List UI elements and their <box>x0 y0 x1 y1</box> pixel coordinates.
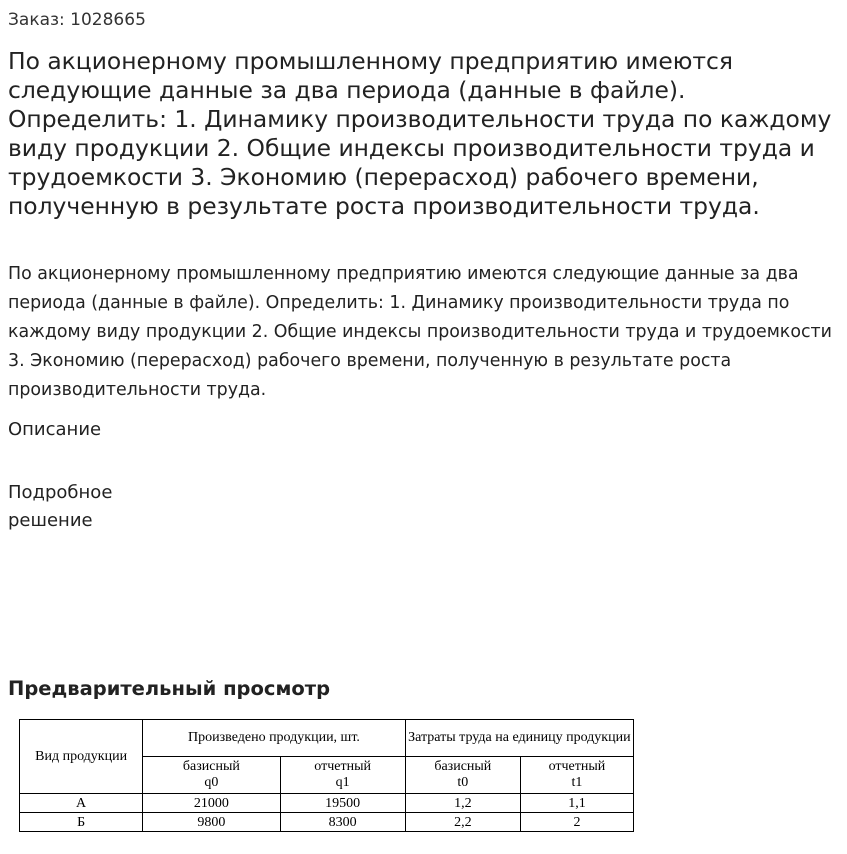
header-t0-symbol: t0 <box>457 775 469 790</box>
table-row <box>20 794 634 813</box>
cell-q0: 21000 <box>143 794 280 813</box>
cell-q0: 9800 <box>143 813 280 832</box>
header-q1-symbol: q1 <box>335 775 350 790</box>
header-product: Вид продукции <box>20 720 143 794</box>
header-output-group: Произведено продукции, шт. <box>143 720 406 757</box>
page-title: По акционерному промышленному предприятию имеются следующие данные за два периода (данные в файле). Определить: 1. Динамику производительности труда по каждому виду продукции 2. Общие индексы производительности труда и трудоемкости 3. Экономию (перерасход) рабочего времени, полученную в результате роста производительности труда. <box>8 47 832 220</box>
header-labor-group: Затраты труда на единицу продукции <box>405 720 633 757</box>
header-t1 <box>520 757 633 794</box>
table-row <box>20 813 634 832</box>
detailed-solution-label: Подробное решение <box>8 482 113 531</box>
header-t0 <box>405 757 520 794</box>
order-number: Заказ: 1028665 <box>8 10 146 30</box>
cell-q1: 19500 <box>280 794 405 813</box>
header-t1-name: отчетный <box>548 759 606 774</box>
table-header-row <box>20 720 634 757</box>
header-t1-symbol: t1 <box>571 775 583 790</box>
cell-product: Б <box>20 813 143 832</box>
header-q1-name: отчетный <box>314 759 371 774</box>
header-q1 <box>280 757 405 794</box>
preview-heading: Предварительный просмотр <box>8 677 331 700</box>
header-t0-name: базисный <box>434 759 492 774</box>
header-q0-symbol: q0 <box>204 775 219 790</box>
cell-q1: 8300 <box>280 813 405 832</box>
cell-product: А <box>20 794 143 813</box>
cell-t1: 1,1 <box>520 794 633 813</box>
cell-t0: 2,2 <box>405 813 520 832</box>
header-q0-name: базисный <box>182 759 240 774</box>
cell-t1: 2 <box>520 813 633 832</box>
preview-table <box>19 719 634 832</box>
description-label: Описание <box>8 419 102 440</box>
task-text: По акционерному промышленному предприятию имеются следующие данные за два периода (данные в файле). Определить: 1. Динамику производительности труда по каждому виду продукции 2. Общие индексы производительности труда и трудоемкости 3. Экономию (перерасход) рабочего времени, полученную в результате роста производительности труда. <box>8 264 832 400</box>
cell-t0: 1,2 <box>405 794 520 813</box>
header-q0 <box>143 757 280 794</box>
